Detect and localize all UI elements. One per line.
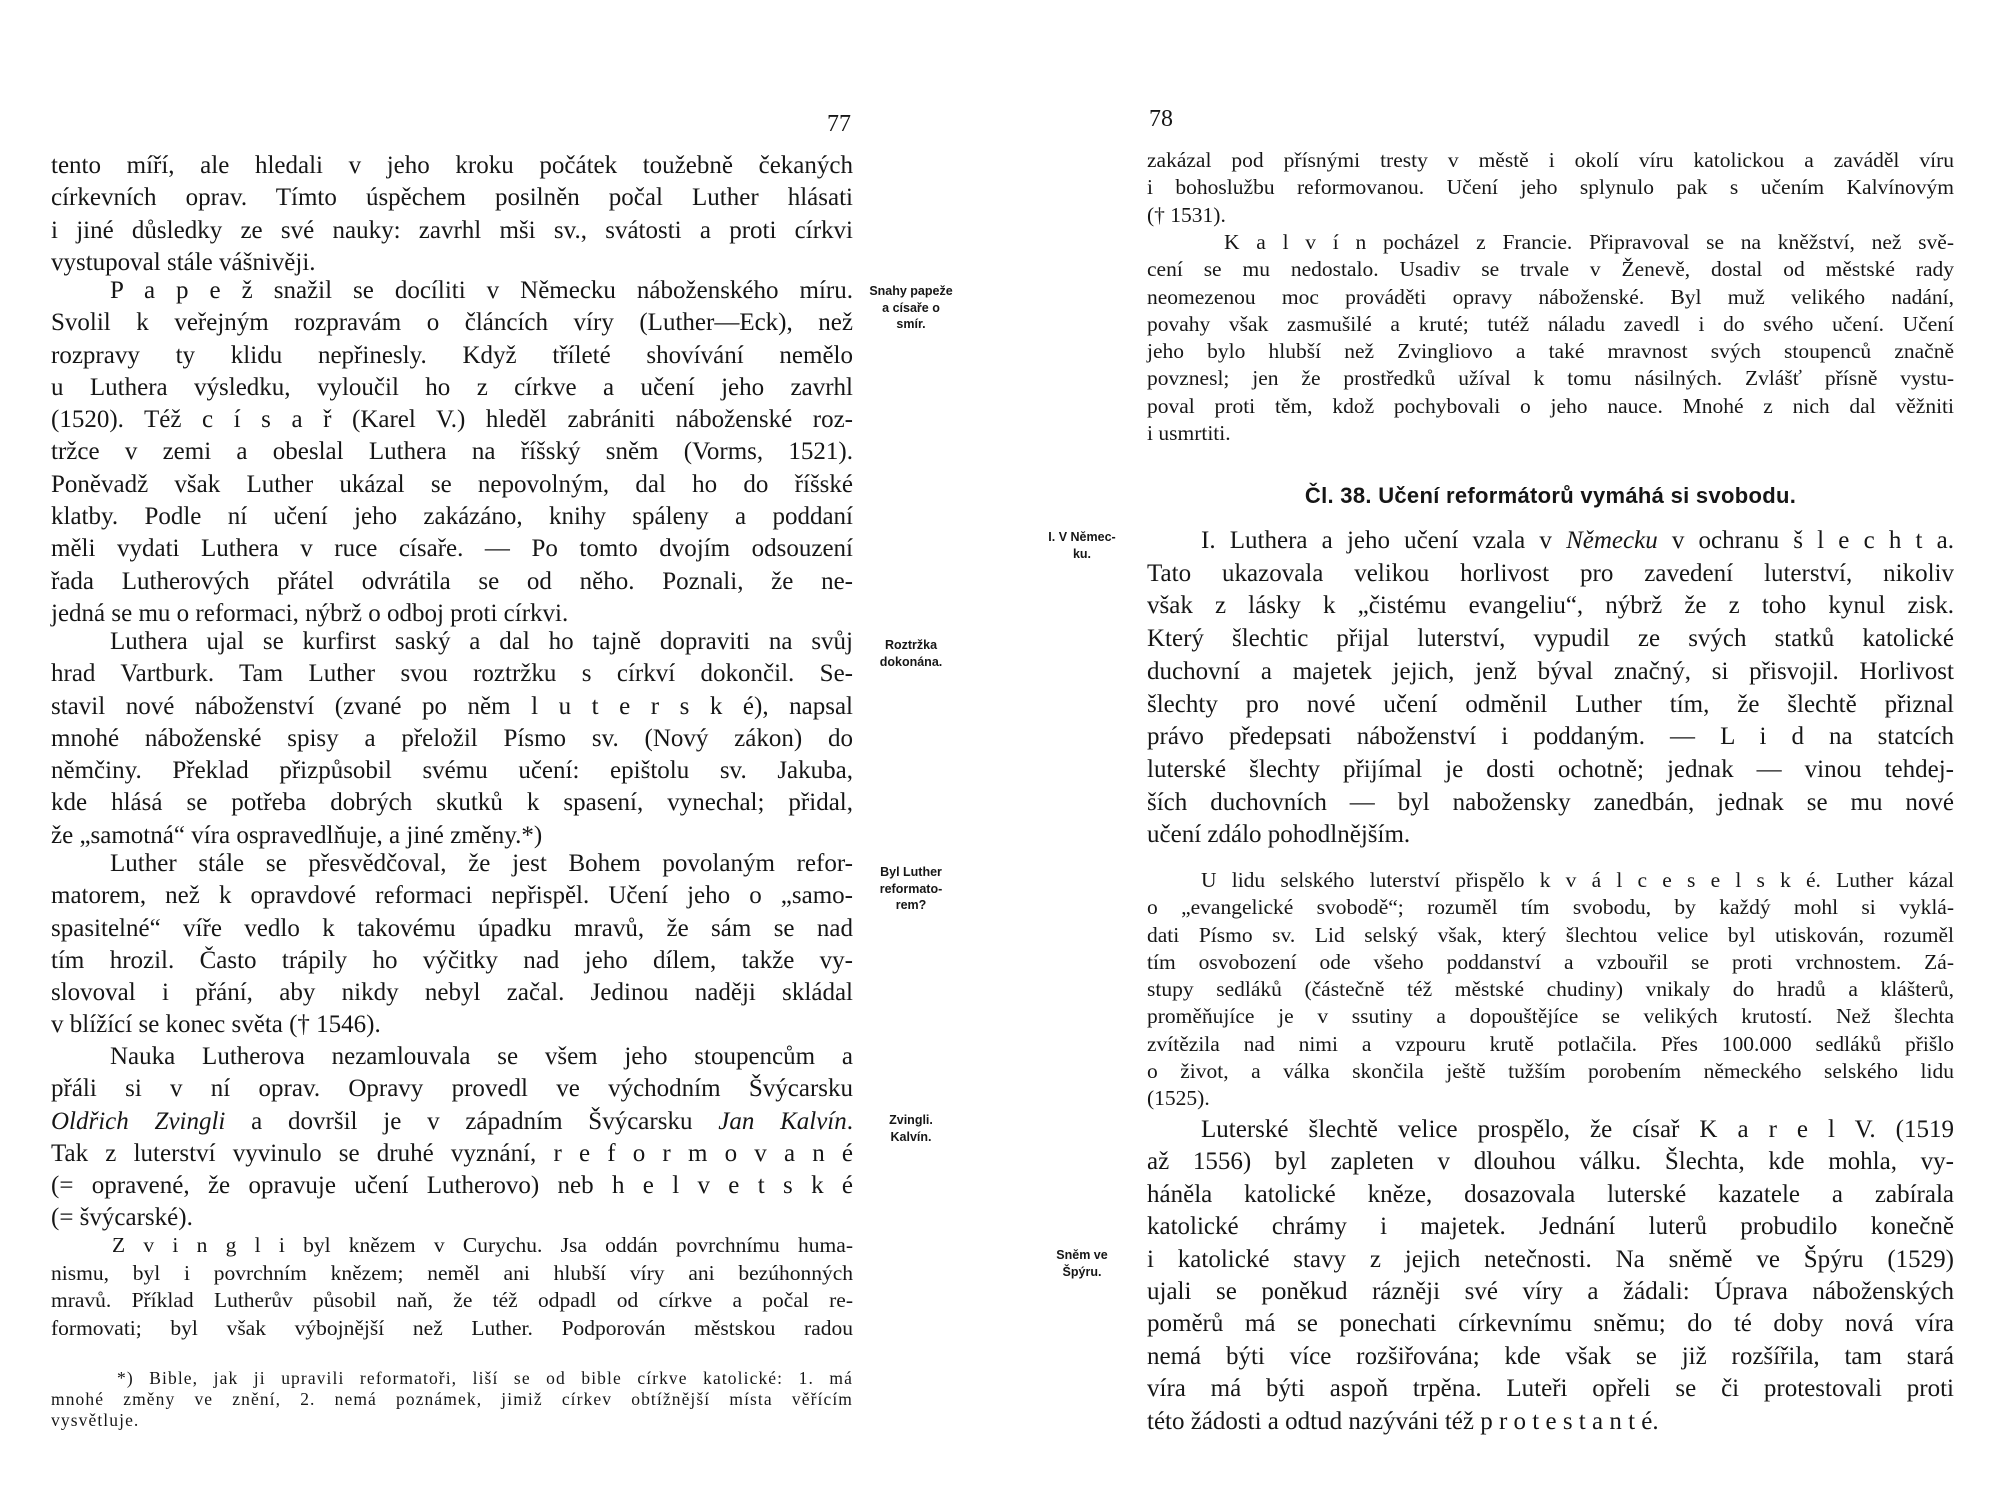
paragraph <box>51 1041 853 1235</box>
text-line: o „evangelické svobodě“; rozuměl tím svobodu, by každý mohl si vyklá- <box>1147 895 1954 920</box>
margin-note-line: smír. <box>896 317 926 332</box>
paragraph <box>51 275 853 630</box>
text-line: Poněvadž však Luther ukázal se nepovolným, dal ho do říšské <box>51 470 853 498</box>
text-line: víra má býti aspoň trpěna. Luteři opřeli se či protestovali proti <box>1147 1375 1954 1403</box>
page-number: 78 <box>1149 106 1173 132</box>
text-line: že „samotná“ víra ospravedlňuje, a jiné změny.*) <box>51 821 543 849</box>
text-line: matorem, než k opravdové reformaci nepřispěl. Učení jeho o „samo- <box>51 882 853 910</box>
text-line: však z lásky k „čistému evangeliu“, nýbrž že z toho kynul zisk. <box>1147 592 1954 620</box>
margin-note-line: rem? <box>895 898 927 913</box>
italic-phrase: Oldřich Zvingli <box>51 1107 226 1135</box>
margin-note-line: reformato- <box>879 881 943 896</box>
text-line: u Luthera výsledku, vyloučil ho z církve a učení jeho zavrhl <box>51 373 853 401</box>
text-line: v blížící se konec světa († 1546). <box>51 1011 381 1039</box>
paragraph <box>1147 525 1954 852</box>
text-line: tím osvobození ode všeho poddanství a vzbouřil se proti vrchnostem. Zá- <box>1147 949 1954 974</box>
text-run: . <box>846 1107 854 1135</box>
margin-note-line: dokonána. <box>879 654 943 669</box>
text-run: v ochranu š l e c h t a. <box>1657 527 1954 554</box>
small-print-paragraph <box>51 1232 853 1342</box>
text-line: ších duchovních — byl nabožensky zanedbán, jednak se mu nové <box>1147 788 1954 816</box>
text-line: kde hlásá se potřeba dobrých skutků k spasení, vynechal; přidal, <box>51 789 853 817</box>
small-print-paragraph <box>1147 229 1954 447</box>
margin-note-line: Roztržka <box>884 638 938 652</box>
text-line: *) Bible, jak ji upravili reformatoři, liší se od bible církve katolické: 1. má <box>117 1368 853 1388</box>
text-line: duchovní a majetek jejich, jenž býval značný, si přisvojil. Horlivost <box>1147 657 1954 685</box>
text-line: (1525). <box>1147 1086 1210 1111</box>
margin-note-line: Zvingli. <box>889 1113 933 1127</box>
text-line <box>51 1106 853 1138</box>
chapter-heading: Čl. 38. Učení reformátorů vymáhá si svobodu. <box>1304 483 1797 508</box>
italic-phrase: Německu <box>1566 527 1658 554</box>
text-line: měli vydati Luthera v ruce císaře. — Po tomto dvojím odsouzení <box>51 535 853 563</box>
text-line: dati Písmo sv. Lid selský však, který šlechtou velice byl utiskován, rozuměl <box>1147 922 1954 947</box>
text-line: proměňujíce je v ssutiny a dopouštějíce se velikých krutostí. Než šlechta <box>1147 1004 1954 1029</box>
footnote <box>51 1368 853 1431</box>
text-line: tento míří, ale hledali v jeho kroku počátek toužebně čekaných <box>51 152 853 179</box>
margin-note-line: Byl Luther <box>880 865 942 879</box>
text-line: P a p e ž snažil se docíliti v Německu náboženského míru. <box>110 277 853 304</box>
text-line: přáli si v ní oprav. Opravy provedl ve východním Švýcarsku <box>51 1075 853 1103</box>
text-line: němčiny. Překlad přizpůsobil svému učení: epištolu sv. Jakuba, <box>51 757 853 785</box>
text-line: i usmrtiti. <box>1147 421 1231 446</box>
text-line: Tak z luterství vyvinulo se druhé vyznání, r e f o r m o v a n é <box>51 1139 853 1167</box>
text-line <box>1147 525 1954 558</box>
text-line: právo předepsati náboženství i poddaným. — L i d na statcích <box>1147 723 1954 751</box>
margin-note <box>1026 529 1138 562</box>
text-line: spasitelné“ víře vedlo k takovému úpadku mravů, že sám se nad <box>51 914 853 942</box>
text-line: Luther stále se přesvědčoval, že jest Bohem povolaným refor- <box>110 850 853 877</box>
small-print-paragraph <box>1147 147 1954 229</box>
text-line: tím hrozil. Často trápily ho výčitky nad jeho dílem, takže vy- <box>51 946 853 974</box>
margin-note-line: Snahy papeže <box>869 284 953 298</box>
paragraph <box>1147 1114 1954 1438</box>
text-line: vysvětluje. <box>51 1410 140 1431</box>
text-line: nemá býti více rozšiřována; kde však se již rozšířila, tam stará <box>1147 1342 1954 1370</box>
text-line: (1520). Též c í s a ř (Karel V.) hleděl zabrániti náboženské roz- <box>51 406 853 434</box>
text-line: šlechty pro nové učení odměnil Luther tím, že šlechtě přiznal <box>1147 690 1954 718</box>
text-line: mnohé změny ve znění, 2. nemá poznámek, jimiž církev obtížnější místa věřícím <box>51 1389 853 1410</box>
text-line: K a l v í n pocházel z Francie. Připravoval se na kněžství, než svě- <box>1224 230 1954 254</box>
text-line: zvítězila nad nimi a vzpouru krutě potlačila. Přes 100.000 sedláků přišlo <box>1147 1031 1954 1056</box>
margin-note-line: Kalvín. <box>890 1129 932 1144</box>
text-line: tržce v zemi a obeslal Luthera na říšský sněm (Vorms, 1521). <box>51 438 853 466</box>
small-print-paragraph <box>1147 867 1954 1113</box>
text-line: Tato ukazovala velikou horlivost pro zavedení luterství, nikoliv <box>1147 559 1954 587</box>
text-line: mravů. Příklad Lutherův působil naň, že též odpadl od církve a počal re- <box>51 1288 853 1313</box>
text-line: řada Lutherových přátel odvrátila se od něho. Poznali, že ne- <box>51 567 853 595</box>
text-line: Luterské šlechtě velice prospělo, že císař K a r e l V. (1519 <box>1201 1116 1954 1143</box>
page-number: 77 <box>827 111 851 137</box>
text-line: i jiné důsledky ze své nauky: zavrhl mši sv., svátosti a proti církvi <box>51 216 853 244</box>
paragraph <box>51 626 853 852</box>
text-line: neomezenou moc prováděti opravy náboženské. Byl muž velikého nadání, <box>1147 284 1954 309</box>
text-line: vystupoval stále vášnivěji. <box>51 248 316 276</box>
margin-note-line: ku. <box>1072 546 1092 561</box>
text-line: rozpravy ty klidu nepřinesly. Když tříleté shovívání nemělo <box>51 341 853 369</box>
text-line: Z v i n g l i byl knězem v Curychu. Jsa oddán povrchnímu huma- <box>112 1233 853 1257</box>
text-line: poměrů má se ponechati církevnímu sněmu; do té doby nová víra <box>1147 1310 1954 1338</box>
text-line: háněla katolické kněze, dosazovala luterské kazatele a zabírala <box>1147 1180 1954 1208</box>
text-line: Nauka Lutherova nezamlouvala se všem jeho stoupencům a <box>110 1043 853 1070</box>
text-line: Který šlechtic přijal luterství, vypudil ze svých statků katolické <box>1147 625 1954 653</box>
margin-note-line: a císaře o <box>882 300 940 315</box>
text-line: cení se mu nedostalo. Usadiv se trvale v Ženevě, dostal od městské rady <box>1147 257 1954 282</box>
text-line: až 1556) byl zapleten v dlouhou válku. Šlechta, kde mohla, vy- <box>1147 1148 1954 1176</box>
text-line: Luthera ujal se kurfirst saský a dal ho tajně dopraviti na svůj <box>110 628 853 655</box>
text-line: jeho bylo hlubší než Zvingliovo a také mravnost svých stoupenců značně <box>1147 339 1954 364</box>
text-line: nismu, byl i povrchním knězem; neměl ani hlubší víry ani bezúhonných <box>51 1260 853 1285</box>
text-line: klatby. Podle ní učení jeho zakázáno, knihy spáleny a poddaní <box>51 503 853 531</box>
margin-note <box>1026 1247 1138 1280</box>
text-line: církevních oprav. Tímto úspěchem posilněn počal Luther hlásati <box>51 184 853 212</box>
text-line: povznesl; jen že prostředků užíval k tomu násilných. Zvlášť přísně vystu- <box>1147 366 1954 391</box>
text-line: katolické chrámy i majetek. Jednání luterů probudilo konečně <box>1147 1213 1954 1241</box>
text-line: (= švýcarské). <box>51 1204 193 1232</box>
text-line: zakázal pod přísnými tresty v městě i okolí víru katolickou a zaváděl víru <box>1147 148 1954 172</box>
margin-note-line: Sněm ve <box>1056 1248 1108 1262</box>
italic-phrase: Jan Kalvín <box>718 1107 847 1135</box>
text-line: povahy však zasmušilé a kruté; tutéž náladu zavedl i do svého učení. Učení <box>1147 311 1954 336</box>
text-line: ujali se poněkud rázněji své víry a žádali: Úprava náboženských <box>1147 1278 1954 1306</box>
text-line: Svolil k veřejným rozpravám o článcích víry (Luther—Eck), než <box>51 309 853 337</box>
margin-note <box>858 283 964 333</box>
paragraph <box>51 848 853 1042</box>
paragraph <box>51 150 853 279</box>
margin-note-line: Špýru. <box>1062 1264 1102 1279</box>
text-line: i bohoslužbu reformovanou. Učení jeho splynulo pak s učením Kalvínovým <box>1147 175 1954 200</box>
text-line: stupy sedláků (částečně též městské chudiny) vnikaly do hradů a klášterů, <box>1147 977 1954 1002</box>
margin-note <box>858 864 964 914</box>
text-run: I. Luthera a jeho učení vzala v <box>1201 527 1567 554</box>
text-line: mnohé náboženské spisy a přeložil Písmo sv. (Nový zákon) do <box>51 724 853 752</box>
text-line: slovoval i přání, aby nikdy nebyl začal. Jedinou naději skládal <box>51 979 853 1007</box>
text-line: luterské šlechty přijímal je dosti ochotně; jednak — vinou tehdej- <box>1147 755 1954 783</box>
right-page <box>996 0 1992 1500</box>
text-line: jedná se mu o reformaci, nýbrž o odboj proti církvi. <box>51 599 569 627</box>
margin-note-line: I. V Němec- <box>1048 530 1116 544</box>
text-line: této žádosti a odtud nazýváni též p r o t e s t a n t é. <box>1147 1407 1659 1435</box>
text-line: formovati; byl však výbojnější než Luther. Podporován městskou radou <box>51 1315 853 1340</box>
text-run: a dovršil je v západním Švýcarsku <box>225 1107 719 1135</box>
text-line: († 1531). <box>1147 202 1226 227</box>
text-line: o život, a válka skončila ještě tužším porobením německého selského lidu <box>1147 1059 1954 1084</box>
text-line: učení zdálo pohodlnějším. <box>1147 821 1411 849</box>
margin-note <box>858 637 964 670</box>
text-line: (= opravené, že opravuje učení Lutherovo) neb h e l v e t s k é <box>51 1172 853 1200</box>
text-line: poval proti těm, kdož pochybovali o jeho nauce. Mnohé z nich dal věžniti <box>1147 393 1954 418</box>
text-line: hrad Vartburk. Tam Luther svou roztržku s církví dokončil. Se- <box>51 660 853 688</box>
margin-note <box>858 1112 964 1145</box>
text-line: i katolické stavy z jejich netečnosti. Na sněmě ve Špýru (1529) <box>1147 1245 1954 1273</box>
text-line: U lidu selského luterství přispělo k v á l c e s e l s k é. Luther kázal <box>1201 868 1954 892</box>
text-line: stavil nové náboženství (zvané po něm l u t e r s k é), napsal <box>51 692 853 720</box>
